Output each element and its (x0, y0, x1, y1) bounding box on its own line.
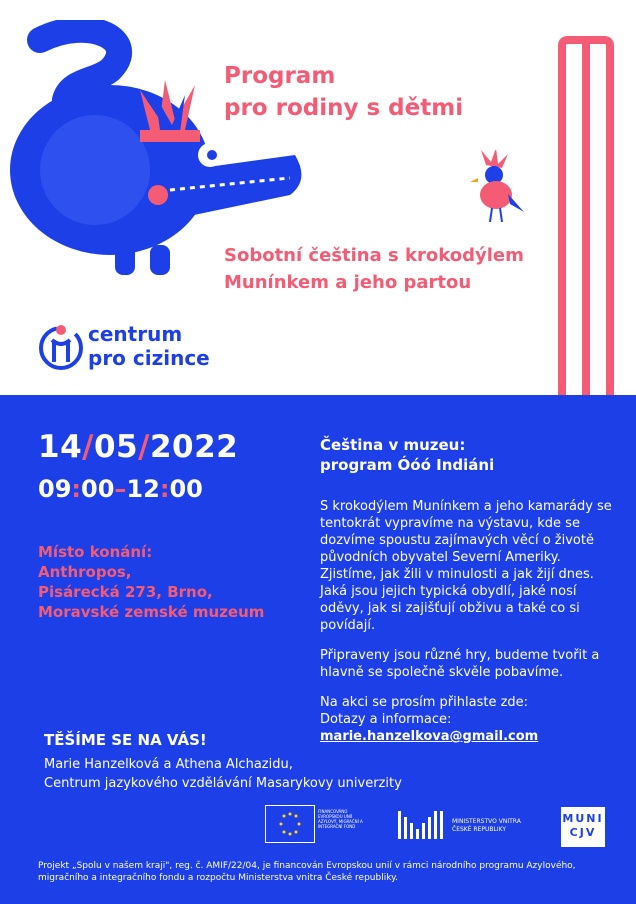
footer-text: Projekt „Spolu v našem kraji", reg. č. AMIF/22/04, je financován Evropskou unií v rámci národního programu Azylového, migračního a integračního fondu a rozpočtu Ministerstva vnitra České republiky. (38, 861, 576, 883)
place-line: Pisárecká 273, Brno, (38, 583, 213, 601)
organizer-names: Marie Hanzelková a Athena Alchazidu, (44, 757, 293, 772)
time-colon: : (71, 475, 82, 503)
title-line-1: Program (224, 63, 336, 89)
muni-line-2: CJV (569, 826, 597, 839)
date-year: 2022 (149, 429, 239, 465)
page-subtitle (224, 242, 524, 296)
paragraph: Připraveny jsou různé hry, budeme tvořit a hlavně se společně skvěle pobavíme. (320, 648, 600, 680)
time-dash: – (114, 475, 127, 503)
time-colon: : (159, 475, 170, 503)
event-time (38, 475, 203, 503)
date-month: 05 (93, 429, 139, 465)
program-heading (320, 435, 494, 475)
muni-cjv-logo (561, 807, 605, 847)
muni-line-1: MUNI (562, 812, 604, 825)
email-link[interactable]: marie.hanzelkova@gmail.com (320, 729, 539, 744)
place-label: Místo konání: (38, 543, 153, 561)
signup-text: Na akci se prosím přihlaste zde: (320, 695, 529, 710)
greeting: TĚŠÍME SE NA VÁS! (44, 731, 207, 749)
date-separator: / (82, 429, 94, 465)
organizers (44, 755, 402, 793)
program-description (320, 498, 620, 745)
date-day: 14 (38, 429, 83, 465)
page-title (224, 60, 463, 124)
event-place (38, 542, 264, 622)
time-end-min: 00 (169, 475, 203, 503)
logo-line-1: centrum (88, 322, 183, 346)
time-start-hour: 09 (38, 475, 72, 503)
ministry-line-2: ČESKÉ REPUBLIKY (452, 826, 507, 833)
eu-flag-icon (265, 805, 315, 843)
title-line-2: pro rodiny s dětmi (224, 95, 464, 121)
time-end-hour: 12 (126, 475, 160, 503)
ministry-text (452, 818, 521, 834)
sponsor-logos (0, 805, 636, 851)
place-line: Moravské zemské muzeum (38, 603, 265, 621)
ministry-line-1: MINISTERSTVO VNITRA (452, 818, 521, 825)
logo-line-2: pro cizince (88, 346, 210, 370)
muni-m-logo (556, 36, 616, 395)
event-date (38, 429, 238, 465)
centrum-logo-text (88, 322, 210, 370)
eu-text: FINANCOVÁNO EVROPSKOU UNIÍ AZYLOVÝ, MIGRAČNÍ A INTEGRAČNÍ FOND (318, 809, 363, 829)
bird-illustration (466, 150, 526, 230)
ministry-logo-icon (396, 807, 444, 843)
place-line: Anthropos, (38, 563, 132, 581)
centrum-logo-icon (38, 322, 84, 372)
date-separator: / (138, 429, 150, 465)
info-section (0, 395, 636, 904)
paragraph: S krokodýlem Munínkem a jeho kamarády se tentokrát vypravíme na výstavu, kde se dozvíme spoustu zajímavých věcí o životě původních obyvatel Severní Ameriky. Zjistíme, jak žili v minulosti a jak žijí dnes. Jaká jsou jejich typická obydlí, jaké nosí oděvy, jak si zajišťují obživu a také co si povídají. (320, 499, 612, 633)
time-start-min: 00 (81, 475, 115, 503)
contact-text: Dotazy a informace: (320, 712, 452, 727)
header-section (0, 0, 636, 395)
subtitle-line-1: Sobotní čeština s krokodýlem (224, 245, 524, 266)
organizer-institution: Centrum jazykového vzdělávání Masarykovy univerzity (44, 776, 402, 791)
subtitle-line-2: Munínkem a jeho partou (224, 272, 472, 293)
heading-line-1: Čeština v muzeu: (320, 436, 466, 454)
heading-line-2: program Óóó Indiáni (320, 456, 495, 474)
